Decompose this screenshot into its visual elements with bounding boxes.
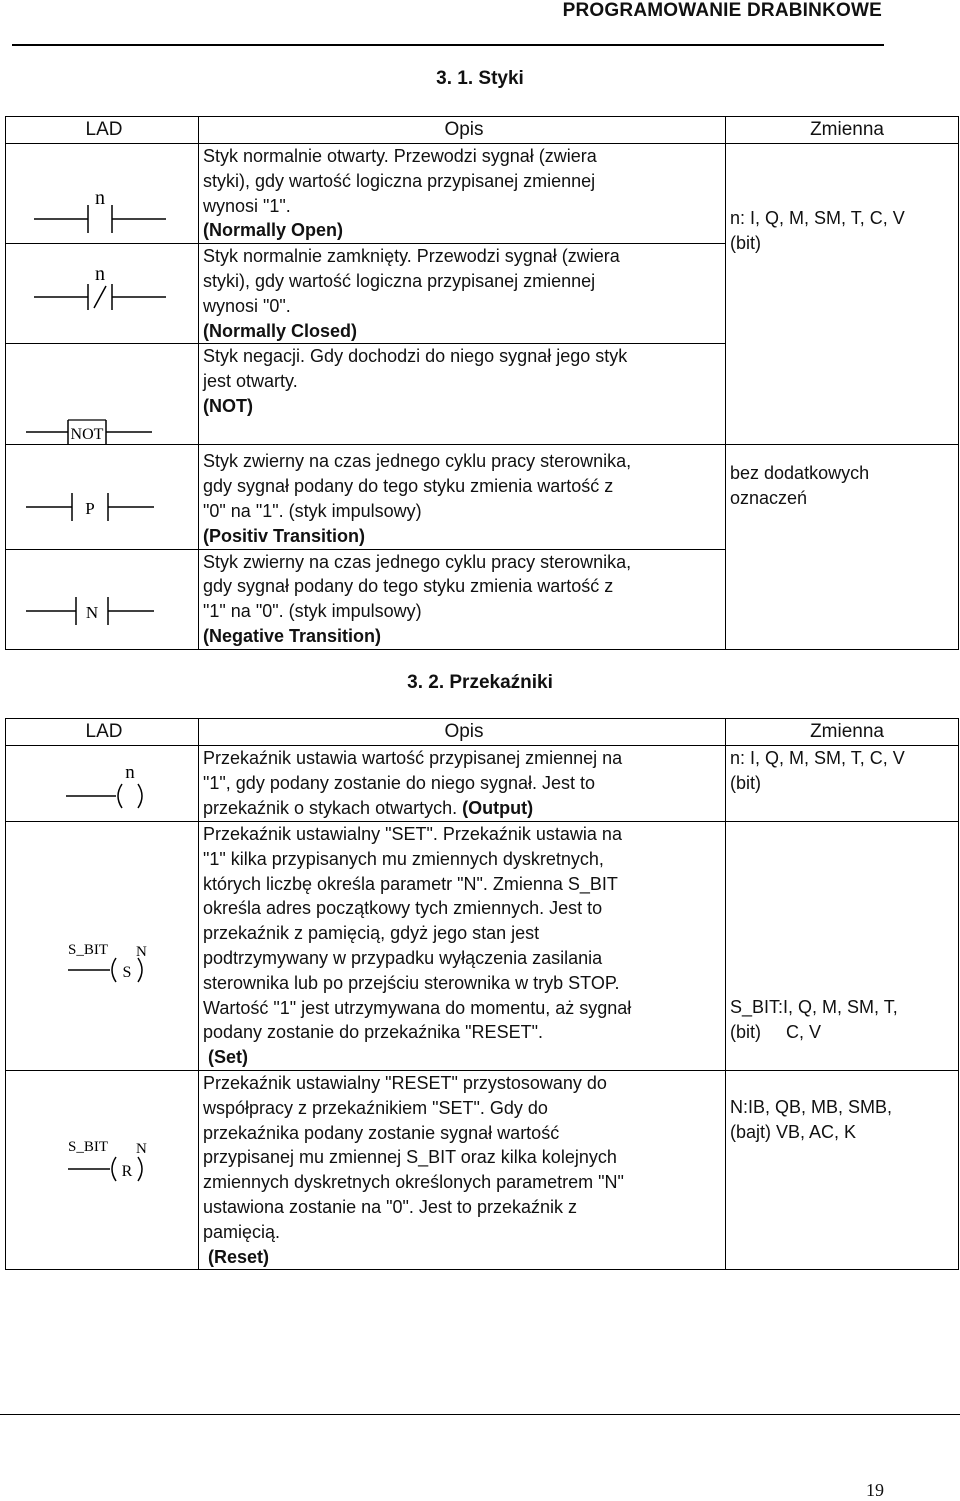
reset-coil-sbit-label: S_BIT <box>68 1138 109 1155</box>
nc-contact-symbol <box>6 244 194 343</box>
set-coil-letter: S <box>122 964 132 981</box>
desc-line: Styk normalnie otwarty. Przewodzi sygnał (zwiera <box>203 146 597 166</box>
var-line: N:IB, QB, MB, SMB, <box>730 1096 893 1117</box>
desc-no-contact <box>199 144 726 244</box>
var-line: bez dodatkowych <box>730 463 870 484</box>
desc-n-contact <box>199 549 726 649</box>
desc-bold: (Positiv Transition) <box>203 525 366 546</box>
desc-line: gdy sygnał podany do tego styku zmienia wartość z <box>203 476 614 497</box>
reset-coil-letter: R <box>121 1162 133 1180</box>
var-line: n: I, Q, M, SM, T, C, V <box>730 748 905 768</box>
var-line: oznaczeń <box>730 488 808 509</box>
n-contact-symbol <box>6 550 194 650</box>
reset-coil-symbol <box>6 1071 194 1269</box>
desc-line: podtrzymywany w przypadku wyłączenia zasilania <box>203 947 603 968</box>
not-contact-symbol <box>6 344 194 445</box>
var-cell-contacts-a <box>726 144 959 445</box>
section-title-przekazniki: 3. 2. Przekaźniki <box>407 672 553 693</box>
contacts-table <box>5 116 959 650</box>
output-coil-label: n <box>125 762 135 783</box>
desc-bold: (Output) <box>462 797 534 818</box>
desc-line: Przekaźnik ustawia wartość przypisanej zmiennej na <box>203 748 623 768</box>
reset-coil-n-label: N <box>136 1140 147 1157</box>
col-header-opis: Opis <box>199 719 726 746</box>
desc-line: Przekaźnik ustawialny "RESET" przystosowany do <box>203 1072 607 1093</box>
desc-line: sterownika lub po przejściu sterownika w tryb STOP. <box>203 972 620 993</box>
set-coil-sbit-label: S_BIT <box>68 942 109 958</box>
desc-line: podany zostanie do przekaźnika "RESET". <box>203 1022 543 1043</box>
desc-bold: (Normally Closed) <box>203 320 358 341</box>
not-contact-label: NOT <box>70 426 104 444</box>
desc-line: Wartość "1" jest utrzymywana do momentu, aż sygnał <box>203 997 632 1018</box>
desc-line: gdy sygnał podany do tego styku zmienia wartość z <box>203 576 614 597</box>
var-line: (bajt) VB, AC, K <box>730 1121 857 1142</box>
relays-table <box>5 718 959 1270</box>
set-coil-n-label: N <box>136 944 147 960</box>
var-line: n: I, Q, M, SM, T, C, V <box>730 208 905 228</box>
desc-line-text: przekaźnik o stykach otwartych. <box>203 797 458 818</box>
lad-reset-coil <box>6 1070 199 1269</box>
desc-line: pamięcią. <box>203 1221 281 1242</box>
desc-line: Przekaźnik ustawialny "SET". Przekaźnik ustawia na <box>203 824 622 844</box>
lad-output-coil <box>6 746 199 822</box>
col-header-lad: LAD <box>6 117 199 144</box>
desc-line: ustawiona zostanie na "0". Jest to przekaźnik z <box>203 1196 577 1217</box>
desc-line: styki), gdy wartość logiczna przypisanej zmiennej <box>203 170 596 191</box>
var-cell-contacts-b <box>726 445 959 649</box>
lad-not-contact <box>6 344 199 445</box>
desc-line: określa adres początkowy tych zmiennych. Jest to <box>203 898 603 919</box>
desc-line: "0" na "1". (styk impulsowy) <box>203 500 422 521</box>
desc-line: zmiennych dyskretnych określonych parametrem "N" <box>203 1172 624 1193</box>
lad-n-contact <box>6 549 199 649</box>
desc-nc-contact <box>199 244 726 344</box>
desc-not-contact <box>199 344 726 445</box>
desc-line <box>203 796 725 821</box>
desc-output-coil <box>199 746 726 822</box>
var-cell-output <box>726 746 959 822</box>
var-line: (bit) <box>730 772 761 793</box>
desc-line: Styk zwierny na czas jednego cyklu pracy sterownika, <box>203 451 632 472</box>
var-line: (bit) C, V <box>730 1021 822 1042</box>
footer-rule <box>0 1414 960 1415</box>
lad-p-contact <box>6 445 199 549</box>
desc-line: "1" na "0". (styk impulsowy) <box>203 601 422 622</box>
desc-line: "1" kilka przypisanych mu zmiennych dyskretnych, <box>203 848 604 869</box>
desc-bold: (Negative Transition) <box>203 625 382 646</box>
desc-line: wynosi "1". <box>203 195 291 216</box>
header-rule <box>12 44 884 46</box>
desc-line: "1", gdy podany zostanie do niego sygnał. Jest to <box>203 772 596 793</box>
page-header-title: PROGRAMOWANIE DRABINKOWE <box>562 0 882 21</box>
no-contact-symbol <box>6 144 194 243</box>
col-header-opis: Opis <box>199 117 726 144</box>
desc-line: których liczbę określa parametr "N". Zmienna S_BIT <box>203 873 618 894</box>
no-contact-label: n <box>95 187 105 209</box>
desc-bold: (NOT) <box>203 395 253 416</box>
p-contact-label: P <box>85 499 95 519</box>
n-contact-label: N <box>85 602 99 622</box>
desc-bold: (Reset) <box>208 1246 270 1267</box>
lad-nc-contact <box>6 244 199 344</box>
desc-line: przypisanej mu zmiennej S_BIT oraz kilka kolejnych <box>203 1147 617 1168</box>
desc-line: przekaźnika podany zostanie sygnał wartość <box>203 1122 560 1143</box>
var-cell-set <box>726 822 959 1071</box>
desc-line: przekaźnik z pamięcią, gdyż jego stan jest <box>203 923 540 944</box>
col-header-zmienna: Zmienna <box>726 117 959 144</box>
desc-line: Styk normalnie zamknięty. Przewodzi sygnał (zwiera <box>203 246 620 267</box>
desc-line: Styk zwierny na czas jednego cyklu pracy sterownika, <box>203 551 632 572</box>
desc-set-coil <box>199 822 726 1071</box>
var-cell-reset <box>726 1070 959 1269</box>
p-contact-symbol <box>6 445 194 543</box>
desc-line: wynosi "0". <box>203 295 291 316</box>
col-header-lad: LAD <box>6 719 199 746</box>
lad-no-contact <box>6 144 199 244</box>
desc-line: współpracy z przekaźnikiem "SET". Gdy do <box>203 1097 548 1118</box>
desc-reset-coil <box>199 1070 726 1269</box>
section-title-styki: 3. 1. Styki <box>436 68 524 89</box>
desc-line: jest otwarty. <box>203 371 298 392</box>
nc-contact-label: n <box>95 263 105 286</box>
desc-bold: (Normally Open) <box>203 220 344 241</box>
output-coil-symbol <box>6 746 194 822</box>
set-coil-symbol <box>6 822 194 1070</box>
desc-bold: (Set) <box>208 1047 248 1068</box>
var-line: S_BIT:I, Q, M, SM, T, <box>730 997 898 1017</box>
page-number: 19 <box>866 1480 884 1500</box>
desc-p-contact <box>199 445 726 549</box>
lad-set-coil <box>6 822 199 1071</box>
desc-line: Styk negacji. Gdy dochodzi do niego sygnał jego styk <box>203 346 628 367</box>
var-line: (bit) <box>730 232 761 253</box>
col-header-zmienna: Zmienna <box>726 719 959 746</box>
desc-line: styki), gdy wartość logiczna przypisanej zmiennej <box>203 270 596 291</box>
